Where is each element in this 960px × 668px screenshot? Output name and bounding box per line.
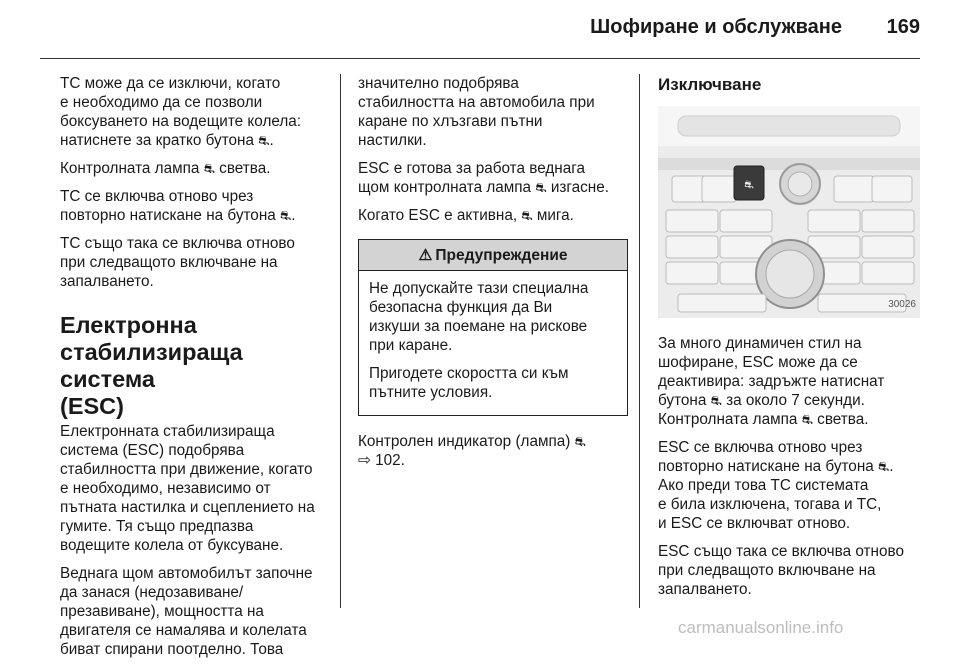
warning-text-2: Пригодете скоростта си към пътните условия. [369,365,569,401]
paragraph-tc-ignition: ТС също така се включва отново при следващото включване на запалването. [60,235,295,290]
center-console-image [658,106,920,318]
paragraph-tc-off: ТС може да се изключи, когато е необходимо да се позволи боксуването на водещите колела: натиснете за кратко бутона ⛐. [60,75,302,149]
car-skid-icon: ⛐ [710,393,722,408]
car-skid-icon: ⛐ [878,459,890,474]
car-skid-icon: ⛐ [521,208,533,223]
paragraph-esc-intro: Електронната стабилизираща система (ESC) подобрява стабилността при движение, когато е необходимо, независимо от пътната настилка и сцеплението на гумите. Тя също предпазва водещите колела от буксуване. [60,423,315,554]
paragraph-esc-off: За много динамичен стил на шофиране, ESC може да се деактивира: задръжте натиснат бутона ⛐ за около 7 секунди. Контролната лампа ⛐ светва. [658,335,885,428]
car-skid-icon: ⛐ [280,208,292,223]
warning-text-1: Не допускайте тази специална безопасна функция да Ви изкуши за поемане на рискове при каране. [369,280,589,354]
tc-off-lamp-icon: ⛐ [203,161,215,176]
car-skid-icon: ⛐ [574,434,586,449]
console-photo [658,106,920,318]
warning-box [358,239,628,416]
warning-body [359,271,627,415]
svg-text:⛐: ⛐ [744,179,754,191]
section-heading-off: Изключване [658,75,762,94]
page-header [0,0,960,60]
watermark: carmanualsonline.info [678,618,844,637]
column-2 [358,74,628,479]
car-skid-icon: ⛐ [535,180,547,195]
running-title: Шофиране и обслужване [590,16,842,38]
image-code: 30026 [888,299,916,310]
esc-off-lamp-icon: ⛐ [801,412,813,427]
paragraph-esc-stability: значително подобрява стабилността на автомобила при каране по хлъзгави пътни настилки. [358,75,595,149]
column-3 [658,74,926,608]
paragraph-esc-on: ESC се включва отново чрез повторно натискане на бутона ⛐. Ако преди това TC системата е била изключена, тогава и ТС, и ESC се включват отново. [658,439,894,532]
paragraph-esc-ignition: ESC също така се включва отново при следващото включване на запалването. [658,543,904,598]
car-skid-icon: ⛐ [258,133,270,148]
warning-triangle-icon: ⚠ [418,247,433,264]
paragraph-indicator-ref: Контролен индикатор (лампа) ⛐ ⇨ 102. [358,433,586,469]
section-heading-esc: Електронна стабилизираща система (ESC) [60,312,243,419]
page-reference: 102. [375,452,405,469]
paragraph-esc-ready: ESC е готова за работа веднага щом контролната лампа ⛐ изгасне. [358,160,609,196]
column-1 [60,74,332,668]
paragraph-tc-lamp: Контролната лампа ⛐ светва. [60,160,271,177]
column-divider-1 [340,74,341,608]
paragraph-tc-on: ТС се включва отново чрез повторно натискане на бутона ⛐. [60,188,296,224]
paragraph-esc-action: Веднага щом автомобилът започне да занася (недозавиване/ презавиване), мощността на двигателя се намалява и колелата биват спирани поотделно. Това [60,565,313,658]
column-divider-2 [639,74,640,608]
paragraph-esc-active: Когато ESC е активна, ⛐ мига. [358,207,574,224]
warning-header: ⚠ Предупреждение [359,240,627,271]
page-number: 169 [886,16,920,38]
page-reference-arrow-icon: ⇨ [358,452,371,469]
header-rule [40,58,920,59]
